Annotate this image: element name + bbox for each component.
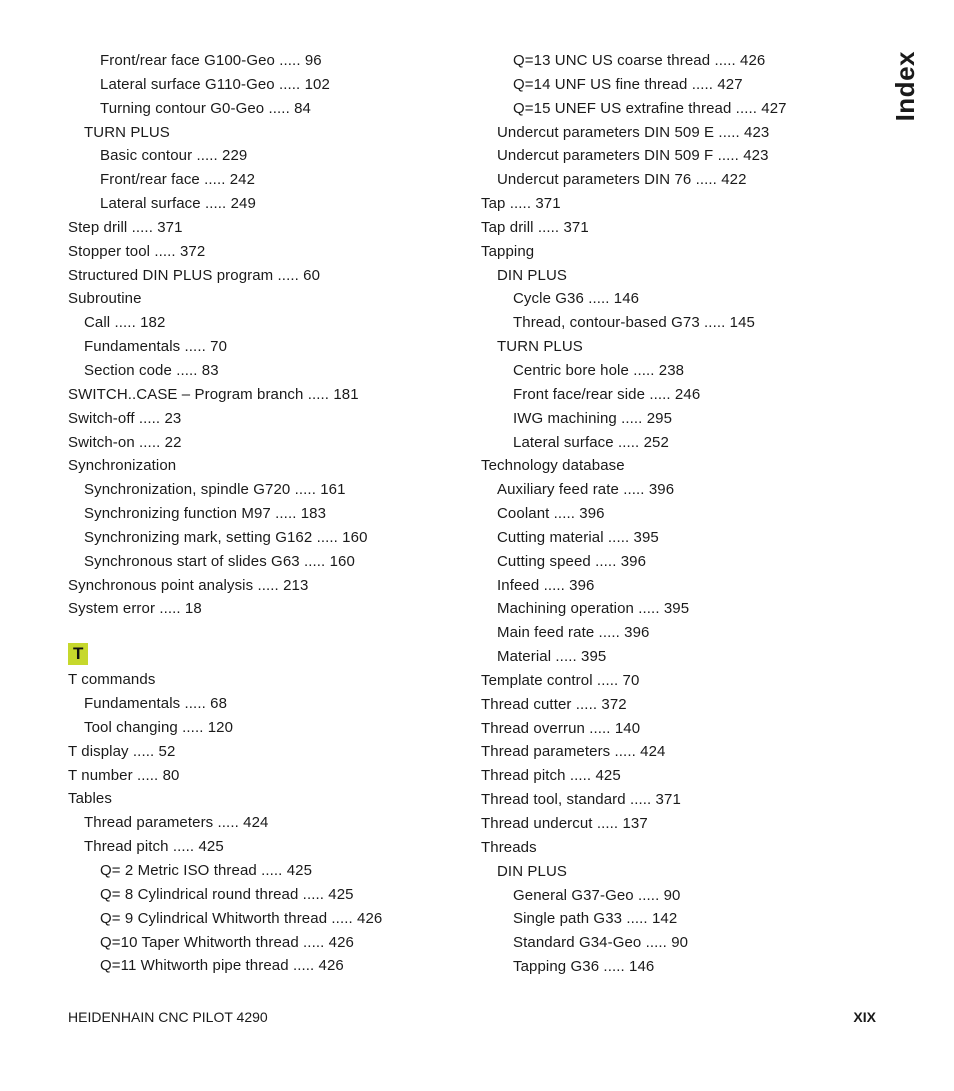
index-entry: Thread pitch ..... 425 xyxy=(84,838,224,856)
index-entry: Thread, contour-based G73 ..... 145 xyxy=(513,314,755,332)
index-entry: Q= 8 Cylindrical round thread ..... 425 xyxy=(100,885,354,903)
index-entry: Front/rear face ..... 242 xyxy=(100,171,256,189)
index-entry: Main feed rate ..... 396 xyxy=(497,624,650,642)
index-entry: Switch-on ..... 22 xyxy=(68,433,182,451)
index-entry: Undercut parameters DIN 509 F ..... 423 xyxy=(497,147,769,165)
index-entry: Basic contour ..... 229 xyxy=(100,147,248,165)
index-entry: Threads xyxy=(481,838,537,856)
index-entry: Thread tool, standard ..... 371 xyxy=(481,791,681,809)
index-entry: Thread undercut ..... 137 xyxy=(481,815,648,832)
index-entry: Thread parameters ..... 424 xyxy=(481,743,666,761)
index-entry: Synchronous start of slides G63 ..... 160 xyxy=(84,552,355,570)
index-entry: Single path G33 ..... 142 xyxy=(513,910,678,928)
index-entry: Synchronizing mark, setting G162 ..... 160 xyxy=(84,528,368,546)
index-column-right xyxy=(481,49,881,979)
index-entry: Standard G34-Geo ..... 90 xyxy=(513,934,689,952)
index-entry: Material ..... 395 xyxy=(497,648,607,666)
index-entry: SWITCH..CASE – Program branch ..... 181 xyxy=(68,385,359,403)
index-entry: Cutting speed ..... 396 xyxy=(497,552,647,570)
index-entry: Front face/rear side ..... 246 xyxy=(513,385,701,403)
index-entry: Turning contour G0-Geo ..... 84 xyxy=(100,99,311,117)
index-entry: Tap drill ..... 371 xyxy=(481,218,589,236)
index-entry: Tool changing ..... 120 xyxy=(84,718,234,736)
index-entry: Q=13 UNC US coarse thread ..... 426 xyxy=(513,52,766,69)
index-entry: Thread cutter ..... 372 xyxy=(481,695,627,713)
index-entry: Synchronization xyxy=(68,457,177,475)
index-entry: T display ..... 52 xyxy=(68,742,176,760)
section-header xyxy=(68,639,468,668)
index-entry: Q= 2 Metric ISO thread ..... 425 xyxy=(100,862,313,879)
index-entry: Synchronizing function M97 ..... 183 xyxy=(84,505,327,523)
index-entry: Tables xyxy=(68,790,112,808)
index-entry: Q=15 UNEF US extrafine thread ..... 427 xyxy=(513,99,787,117)
section-gap xyxy=(68,621,468,639)
index-entry: Thread parameters ..... 424 xyxy=(84,814,269,832)
index-entry: TURN PLUS xyxy=(84,123,170,141)
index-entry: TURN PLUS xyxy=(497,338,583,356)
index-entry: Tapping xyxy=(481,242,535,260)
index-entry: T commands xyxy=(68,671,156,689)
index-entry: Lateral surface G110-Geo ..... 102 xyxy=(100,75,330,93)
index-entry: Auxiliary feed rate ..... 396 xyxy=(497,481,675,499)
index-entry: Tap ..... 371 xyxy=(481,195,561,213)
footer-page-number: XIX xyxy=(853,1009,876,1025)
index-entry: Synchronization, spindle G720 ..... 161 xyxy=(84,481,346,499)
index-entry: General G37-Geo ..... 90 xyxy=(513,886,681,904)
index-entry: DIN PLUS xyxy=(497,862,567,880)
index-entry: Stopper tool ..... 372 xyxy=(68,242,206,260)
index-entry: Thread pitch ..... 425 xyxy=(481,767,621,785)
index-entry: Fundamentals ..... 68 xyxy=(84,695,228,713)
left-entries-t xyxy=(68,668,468,978)
index-entry: Lateral surface ..... 249 xyxy=(100,195,256,213)
index-entry: T number ..... 80 xyxy=(68,766,180,784)
index-entry: Machining operation ..... 395 xyxy=(497,600,690,618)
index-entry: Front/rear face G100-Geo ..... 96 xyxy=(100,52,322,69)
index-entry: IWG machining ..... 295 xyxy=(513,409,673,427)
index-entry: Section code ..... 83 xyxy=(84,361,219,379)
index-entry: Q=10 Taper Whitworth thread ..... 426 xyxy=(100,933,354,951)
index-entry: Structured DIN PLUS program ..... 60 xyxy=(68,266,321,284)
index-entry: Undercut parameters DIN 509 E ..... 423 xyxy=(497,123,770,141)
section-letter-t: T xyxy=(68,643,88,665)
index-column-left xyxy=(68,49,468,978)
index-entry: Cutting material ..... 395 xyxy=(497,528,659,546)
index-entry: Centric bore hole ..... 238 xyxy=(513,361,685,379)
index-entry: Call ..... 182 xyxy=(84,314,166,332)
index-entry: Cycle G36 ..... 146 xyxy=(513,290,640,308)
index-entry: DIN PLUS xyxy=(497,266,567,284)
left-entries-s xyxy=(68,49,468,621)
index-entry: Technology database xyxy=(481,457,625,475)
index-entry: Synchronous point analysis ..... 213 xyxy=(68,576,309,594)
index-entry: Lateral surface ..... 252 xyxy=(513,433,669,451)
index-entry: Switch-off ..... 23 xyxy=(68,409,182,427)
index-entry: Q=11 Whitworth pipe thread ..... 426 xyxy=(100,957,344,975)
footer-manual-name: HEIDENHAIN CNC PILOT 4290 xyxy=(68,1009,268,1025)
index-entry: Fundamentals ..... 70 xyxy=(84,338,228,356)
index-entry: Step drill ..... 371 xyxy=(68,218,183,236)
index-entry: Template control ..... 70 xyxy=(481,671,640,689)
index-entry: Q= 9 Cylindrical Whitworth thread ..... 426 xyxy=(100,909,383,927)
index-entry: Coolant ..... 396 xyxy=(497,505,605,523)
index-entry: Infeed ..... 396 xyxy=(497,576,595,594)
index-entry: Q=14 UNF US fine thread ..... 427 xyxy=(513,75,743,93)
index-entry: Undercut parameters DIN 76 ..... 422 xyxy=(497,171,747,189)
index-entry: Thread overrun ..... 140 xyxy=(481,719,641,737)
right-entries xyxy=(481,49,881,979)
index-entry: System error ..... 18 xyxy=(68,600,202,618)
side-title-index: Index xyxy=(890,51,920,122)
index-entry: Tapping G36 ..... 146 xyxy=(513,958,655,976)
index-entry: Subroutine xyxy=(68,290,142,308)
